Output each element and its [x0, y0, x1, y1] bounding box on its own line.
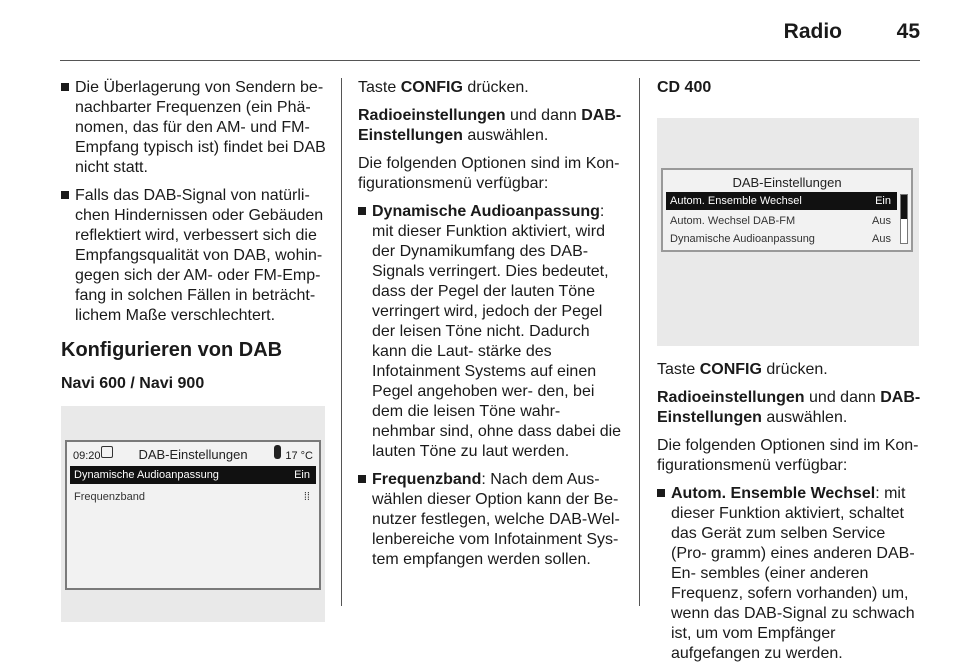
screen-image-navi [61, 406, 325, 622]
column-right [657, 78, 923, 672]
bullet-list [358, 202, 624, 570]
menu-row: Dynamische Audioanpassung Aus [670, 233, 891, 245]
bullet-icon [657, 489, 665, 497]
paragraph: Taste CONFIG drücken. [657, 361, 828, 378]
menu-row: Dynamische Audioanpassung Ein [70, 466, 316, 484]
chevron-right-icon: ⁞⁞ [303, 491, 310, 503]
section-title: Radio [783, 20, 842, 43]
paragraph: Die folgenden Optionen sind im Kon- figurationsmenü verfügbar: [657, 437, 919, 474]
list-item: Frequenzband: Nach dem Aus- wählen dieser Option kann der Be- nutzer festlegen, welche DAB-Wel- lenbereiche vom Infotainment Sys- tem empfangen werden sollen. [358, 470, 624, 570]
clock-text: 09:20 [73, 450, 101, 462]
paragraph: Radioeinstellungen und dann DAB- Einstellungen auswählen. [657, 389, 921, 426]
bullet-icon [358, 207, 366, 215]
list-item: Die Überlagerung von Sendern be- nachbarter Frequenzen (ein Phä- nomen, das für den AM- und FM- Empfang typisch ist) findet bei DAB nicht statt. [61, 78, 327, 178]
bullet-icon [358, 475, 366, 483]
column-left [61, 78, 327, 622]
list-item: Dynamische Audioanpassung: mit dieser Funktion aktiviert, wird der Dynamikumfang des DAB-Signals verringert. Dies bedeutet, dass der Pegel der lauten Töne verringert wird, jedoch der Pegel der leisen Töne nicht. Dadurch kann die Laut- stärke des Infotainment Systems auf einen Pegel angehoben wer- den, bei dem die leisen Töne wahr- nehmbar sind, ohne dass dabei die lauten Töne zu laut werden. [358, 202, 624, 462]
screen-title: DAB-Einstellungen [732, 175, 842, 190]
list-item: Falls das DAB-Signal von natürli- chen Hindernissen oder Gebäuden reflektiert wird, verbessert sich die Empfangsqualität von DAB, wohin- gegen sich der AM- oder FM-Emp- fang in solchen Fällen in beträcht- lichem Maße verschlechtert. [61, 186, 327, 326]
screen-image-cd400 [657, 118, 919, 346]
menu-row: Autom. Ensemble Wechsel Ein [666, 192, 897, 210]
bullet-icon [61, 191, 69, 199]
header-rule [60, 60, 920, 61]
paragraph: Radioeinstellungen und dann DAB- Einstellungen auswählen. [358, 107, 622, 144]
paragraph: Taste CONFIG drücken. [358, 79, 529, 96]
column-divider [639, 78, 640, 606]
temperature-text: 17 °C [285, 450, 313, 462]
paragraph: Die folgenden Optionen sind im Kon- figurationsmenü verfügbar: [358, 155, 620, 192]
bullet-list [657, 484, 923, 664]
scrollbar [900, 194, 908, 244]
menu-row: Frequenzband ⁞⁞ [70, 488, 316, 506]
screen-title: DAB-Einstellungen [138, 447, 248, 462]
thermometer-icon [274, 445, 281, 459]
list-item: Autom. Ensemble Wechsel: mit dieser Funktion aktiviert, schaltet das Gerät zum selben Service (Pro- gramm) eines anderen DAB-En- sembles (einer anderen Frequenz, sofern vorhanden) um, wenn das DAB-Signal zu schwach ist, um vom Empfänger aufgefangen zu werden. [657, 484, 923, 664]
subheading: Navi 600 / Navi 900 [61, 375, 205, 392]
column-middle [358, 78, 624, 578]
bullet-icon [61, 83, 69, 91]
page-number: 45 [896, 20, 920, 43]
section-heading: Konfigurieren von DAB [61, 339, 283, 361]
page-header [0, 0, 960, 60]
subheading: CD 400 [657, 79, 712, 96]
menu-row: Autom. Wechsel DAB-FM Aus [670, 215, 891, 227]
scrollbar-thumb [901, 195, 907, 219]
bullet-list [61, 78, 327, 326]
display-screen [661, 168, 913, 252]
display-screen [65, 440, 321, 590]
column-divider [341, 78, 342, 606]
